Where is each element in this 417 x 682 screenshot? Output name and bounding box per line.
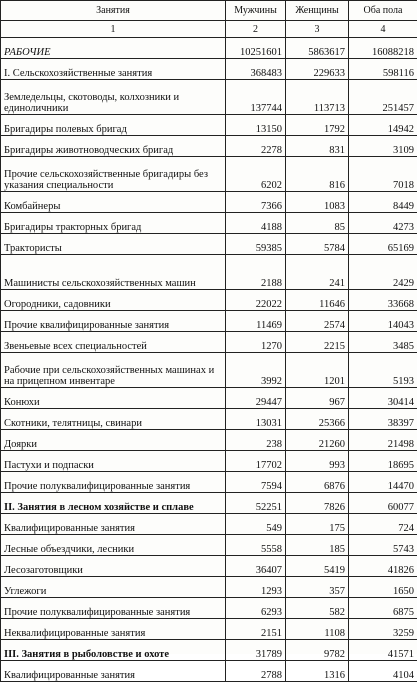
row-label: Земледельцы, скотоводы, колхозники и единоличники [1, 80, 226, 115]
both-value: 1650 [349, 577, 417, 598]
row-label: Прочие полуквалифицированные занятия [1, 598, 226, 619]
men-value: 1270 [226, 332, 286, 353]
women-value: 5863617 [286, 38, 349, 59]
women-value: 1792 [286, 115, 349, 136]
men-value: 1293 [226, 577, 286, 598]
women-value: 2215 [286, 332, 349, 353]
both-value: 3259 [349, 619, 417, 640]
row-label: Неквалифицированные занятия [1, 619, 226, 640]
both-value: 4104 [349, 661, 417, 682]
both-value: 7018 [349, 157, 417, 192]
table-row [1, 255, 417, 290]
row-label: Огородники, садовники [1, 290, 226, 311]
table-row [1, 192, 417, 213]
women-value: 6876 [286, 472, 349, 493]
table-row [1, 213, 417, 234]
table-row [1, 38, 417, 59]
women-value: 1108 [286, 619, 349, 640]
both-value: 16088218 [349, 38, 417, 59]
both-value: 8449 [349, 192, 417, 213]
row-label: Скотники, телятницы, свинари [1, 409, 226, 430]
men-value: 52251 [226, 493, 286, 514]
row-label: Прочие сельскохозяйственные бригадиры без указания специальности [1, 157, 226, 192]
women-value: 85 [286, 213, 349, 234]
row-label: Квалифицированные занятия [1, 661, 226, 682]
table-row [1, 451, 417, 472]
row-label: Углежоги [1, 577, 226, 598]
header-occupation: Занятия [1, 1, 226, 21]
table-row [1, 59, 417, 80]
row-label: II. Занятия в лесном хозяйстве и сплаве [1, 493, 226, 514]
men-value: 7594 [226, 472, 286, 493]
table-row [1, 115, 417, 136]
men-value: 4188 [226, 213, 286, 234]
table-row [1, 556, 417, 577]
women-value: 1083 [286, 192, 349, 213]
both-value: 3485 [349, 332, 417, 353]
women-value: 175 [286, 514, 349, 535]
women-value: 25366 [286, 409, 349, 430]
both-value: 724 [349, 514, 417, 535]
row-label: Трактористы [1, 234, 226, 255]
header-row [1, 1, 417, 21]
row-label: III. Занятия в рыболовстве и охоте [1, 640, 226, 661]
column-number-row [1, 21, 417, 38]
men-value: 2278 [226, 136, 286, 157]
table-row [1, 332, 417, 353]
men-value: 5558 [226, 535, 286, 556]
both-value: 4273 [349, 213, 417, 234]
both-value: 3109 [349, 136, 417, 157]
men-value: 238 [226, 430, 286, 451]
table-row [1, 640, 417, 661]
both-value: 33668 [349, 290, 417, 311]
row-label: Рабочие при сельскохозяйственных машинах и на прицепном инвентаре [1, 353, 226, 388]
both-value: 38397 [349, 409, 417, 430]
table-row [1, 430, 417, 451]
women-value: 113713 [286, 80, 349, 115]
women-value: 9782 [286, 640, 349, 661]
men-value: 3992 [226, 353, 286, 388]
men-value: 137744 [226, 80, 286, 115]
women-value: 241 [286, 255, 349, 290]
women-value: 229633 [286, 59, 349, 80]
table-row [1, 661, 417, 682]
women-value: 967 [286, 388, 349, 409]
both-value: 30414 [349, 388, 417, 409]
row-label: Прочие квалифицированные занятия [1, 311, 226, 332]
men-value: 6202 [226, 157, 286, 192]
table-row [1, 157, 417, 192]
row-label: Конюхи [1, 388, 226, 409]
table-row [1, 493, 417, 514]
table-row [1, 388, 417, 409]
row-label: Лесозаготовщики [1, 556, 226, 577]
row-label: Звеньевые всех специальностей [1, 332, 226, 353]
row-label: Комбайнеры [1, 192, 226, 213]
row-label: Машинисты сельскохозяйственных машин [1, 255, 226, 290]
table-row [1, 136, 417, 157]
both-value: 598116 [349, 59, 417, 80]
women-value: 993 [286, 451, 349, 472]
women-value: 816 [286, 157, 349, 192]
men-value: 7366 [226, 192, 286, 213]
women-value: 357 [286, 577, 349, 598]
row-label: Бригадиры животноводческих бригад [1, 136, 226, 157]
table-row [1, 311, 417, 332]
men-value: 2151 [226, 619, 286, 640]
row-label: РАБОЧИЕ [1, 38, 226, 59]
women-value: 5419 [286, 556, 349, 577]
column-number: 3 [286, 21, 349, 38]
both-value: 41571 [349, 640, 417, 661]
both-value: 14470 [349, 472, 417, 493]
men-value: 17702 [226, 451, 286, 472]
table-row [1, 80, 417, 115]
table-row [1, 234, 417, 255]
women-value: 185 [286, 535, 349, 556]
row-label: Бригадиры полевых бригад [1, 115, 226, 136]
row-label: I. Сельскохозяйственные занятия [1, 59, 226, 80]
table-row [1, 409, 417, 430]
men-value: 29447 [226, 388, 286, 409]
header-men: Мужчины [226, 1, 286, 21]
men-value: 2188 [226, 255, 286, 290]
header-both: Оба пола [349, 1, 417, 21]
women-value: 7826 [286, 493, 349, 514]
men-value: 31789 [226, 640, 286, 661]
table-row [1, 577, 417, 598]
women-value: 2574 [286, 311, 349, 332]
header-women: Женщины [286, 1, 349, 21]
men-value: 22022 [226, 290, 286, 311]
column-number: 2 [226, 21, 286, 38]
row-label: Лесные объездчики, лесники [1, 535, 226, 556]
men-value: 11469 [226, 311, 286, 332]
women-value: 582 [286, 598, 349, 619]
both-value: 5193 [349, 353, 417, 388]
men-value: 6293 [226, 598, 286, 619]
table-row [1, 290, 417, 311]
row-label: Пастухи и подпаски [1, 451, 226, 472]
men-value: 368483 [226, 59, 286, 80]
both-value: 60077 [349, 493, 417, 514]
table-row [1, 472, 417, 493]
men-value: 13031 [226, 409, 286, 430]
men-value: 13150 [226, 115, 286, 136]
both-value: 21498 [349, 430, 417, 451]
women-value: 11646 [286, 290, 349, 311]
row-label: Квалифицированные занятия [1, 514, 226, 535]
women-value: 21260 [286, 430, 349, 451]
men-value: 59385 [226, 234, 286, 255]
women-value: 1316 [286, 661, 349, 682]
both-value: 6875 [349, 598, 417, 619]
column-number: 4 [349, 21, 417, 38]
table-row [1, 535, 417, 556]
row-label: Доярки [1, 430, 226, 451]
both-value: 14043 [349, 311, 417, 332]
table-row [1, 514, 417, 535]
row-label: Прочие полуквалифицированные занятия [1, 472, 226, 493]
both-value: 18695 [349, 451, 417, 472]
both-value: 2429 [349, 255, 417, 290]
column-number: 1 [1, 21, 226, 38]
table-body [1, 38, 417, 682]
table-row [1, 598, 417, 619]
women-value: 1201 [286, 353, 349, 388]
men-value: 2788 [226, 661, 286, 682]
men-value: 36407 [226, 556, 286, 577]
table-row [1, 353, 417, 388]
men-value: 10251601 [226, 38, 286, 59]
table-row [1, 619, 417, 640]
both-value: 251457 [349, 80, 417, 115]
men-value: 549 [226, 514, 286, 535]
women-value: 831 [286, 136, 349, 157]
both-value: 65169 [349, 234, 417, 255]
both-value: 5743 [349, 535, 417, 556]
both-value: 41826 [349, 556, 417, 577]
both-value: 14942 [349, 115, 417, 136]
row-label: Бригадиры тракторных бригад [1, 213, 226, 234]
women-value: 5784 [286, 234, 349, 255]
